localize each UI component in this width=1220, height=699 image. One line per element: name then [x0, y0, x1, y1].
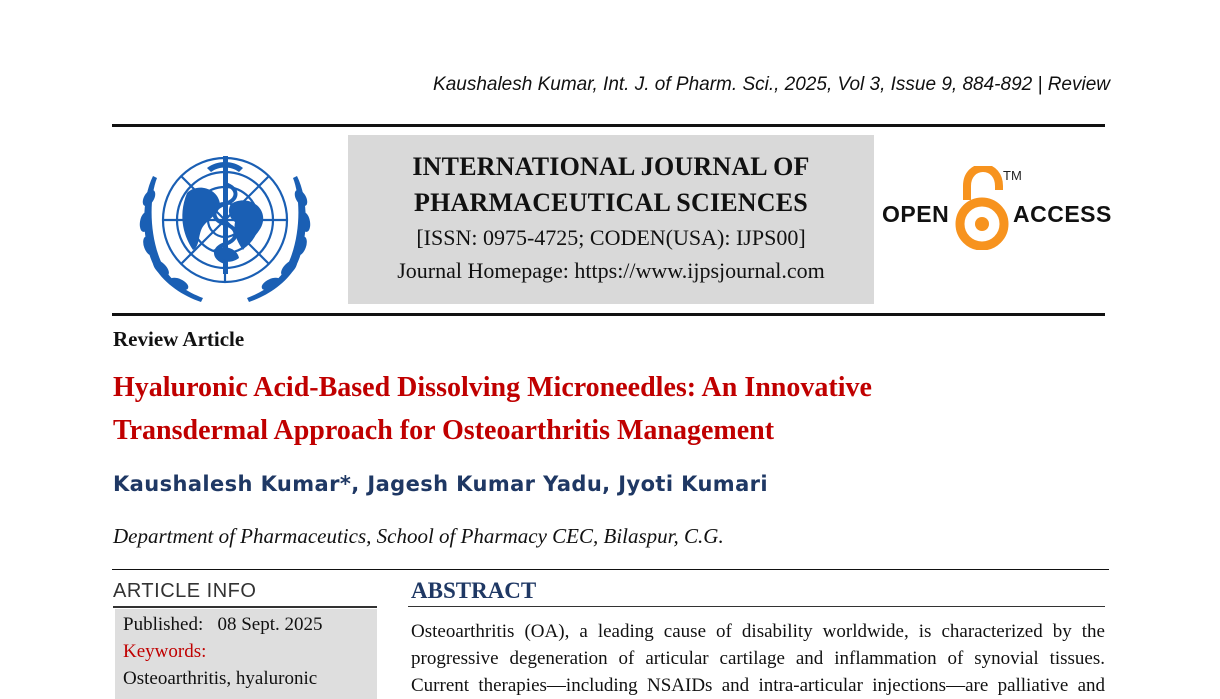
journal-name-line2: PHARMACEUTICAL SCIENCES [414, 188, 808, 217]
article-info-heading: ARTICLE INFO [113, 580, 257, 602]
abstract-line: progressive degeneration of articular cartilage and inflammation of synovial tissues. [411, 648, 1105, 669]
journal-name-line1: INTERNATIONAL JOURNAL OF [412, 152, 810, 181]
journal-masthead [348, 135, 874, 304]
article-title-line1: Hyaluronic Acid-Based Dissolving Microneedles: An Innovative [113, 372, 872, 403]
author-list: Kaushalesh Kumar*, Jagesh Kumar Yadu, Jyoti Kumari [113, 472, 769, 496]
trademark-mark: TM [1003, 168, 1022, 183]
abstract-rule [408, 606, 1105, 607]
journal-name [348, 149, 874, 221]
masthead-bottom-rule [112, 313, 1105, 316]
article-info-box [115, 609, 377, 699]
article-info-rule [113, 606, 377, 608]
article-title-line2: Transdermal Approach for Osteoarthritis Management [113, 415, 775, 446]
journal-emblem-logo [127, 138, 323, 306]
affiliation: Department of Pharmaceutics, School of Pharmacy CEC, Bilaspur, C.G. [113, 524, 724, 548]
abstract-text [411, 618, 1105, 699]
abstract-line: Osteoarthritis (OA), a leading cause of disability worldwide, is characterized by the [411, 621, 1105, 642]
abstract-heading: ABSTRACT [411, 578, 537, 603]
running-head: Kaushalesh Kumar, Int. J. of Pharm. Sci., 2025, Vol 3, Issue 9, 884-892 | Review [433, 74, 1110, 95]
top-rule [112, 124, 1105, 127]
section-divider [112, 569, 1109, 570]
published-date: 08 Sept. 2025 [217, 614, 323, 635]
keywords-label: Keywords: [123, 641, 207, 662]
published-label: Published: [123, 614, 204, 635]
open-access-access-text: ACCESS [1013, 201, 1112, 227]
keywords-text: Osteoarthritis, hyaluronic [123, 668, 318, 689]
published-row [123, 611, 369, 638]
abstract-line: Current therapies—including NSAIDs and intra-articular injections—are palliative and [411, 675, 1105, 696]
article-title [113, 366, 1113, 452]
issn-line: [ISSN: 0975-4725; CODEN(USA): IJPS00] [416, 225, 806, 250]
article-type: Review Article [113, 327, 245, 351]
homepage-line: Journal Homepage: https://www.ijpsjournal.com [397, 258, 825, 283]
open-access-open-text: OPEN [882, 201, 950, 227]
